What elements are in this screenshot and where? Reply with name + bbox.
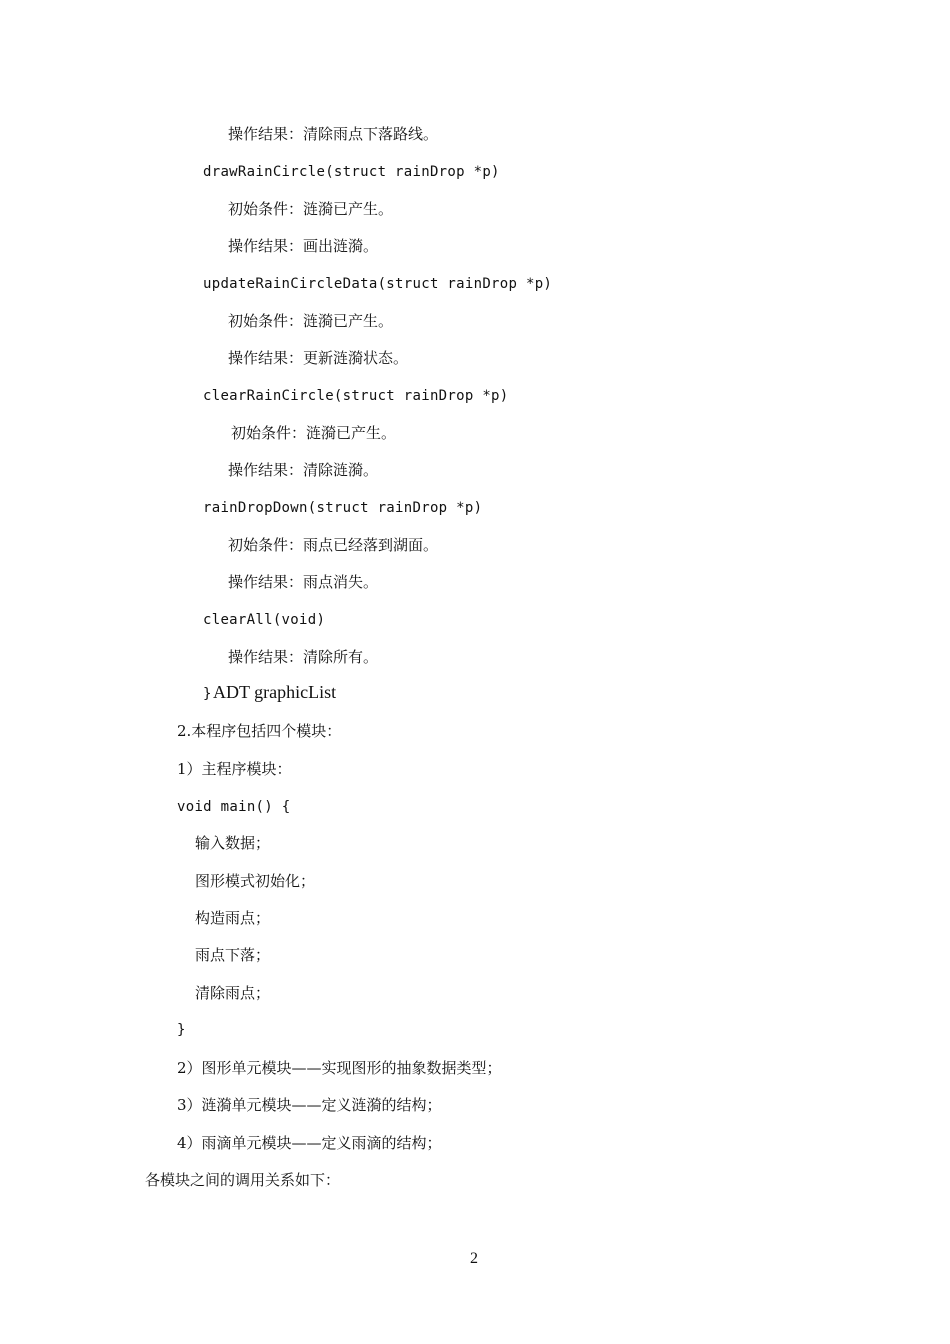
text-line: 1）主程序模块： [177,760,292,778]
code-line: void main() { [177,799,291,815]
text-line: 操作结果：清除涟漪。 [228,461,379,479]
text-line: 操作结果：更新涟漪状态。 [228,349,409,367]
text-line: 各模块之间的调用关系如下： [145,1171,341,1189]
text-line: 操作结果：画出涟漪。 [228,237,379,255]
closing-brace: } [177,1022,186,1038]
code-line: rainDropDown(struct rainDrop *p) [203,500,483,516]
page-number: 2 [470,1250,478,1267]
closing-brace: } [203,686,212,702]
text-line: 3）涟漪单元模块——定义涟漪的结构； [177,1096,442,1114]
adt-name: ADT graphicList [213,682,337,702]
code-line: clearRainCircle(struct rainDrop *p) [203,388,509,404]
text-line: 雨点下落； [195,946,271,964]
text-line: 输入数据； [195,834,271,852]
text-line: 初始条件：涟漪已产生。 [231,424,397,442]
text-line: 构造雨点； [195,909,271,927]
text-line: 2.本程序包括四个模块： [177,722,342,740]
text-line: 图形模式初始化； [195,872,316,890]
text-line: 初始条件：雨点已经落到湖面。 [228,536,439,554]
text-line: 操作结果：清除雨点下落路线。 [228,125,439,143]
text-line: 初始条件：涟漪已产生。 [228,200,394,218]
text-line: 4）雨滴单元模块——定义雨滴的结构； [177,1134,442,1152]
code-line: updateRainCircleData(struct rainDrop *p) [203,276,553,292]
text-line: 清除雨点； [195,984,271,1002]
code-line: drawRainCircle(struct rainDrop *p) [203,164,500,180]
text-line: 初始条件：涟漪已产生。 [228,312,394,330]
text-line: 2）图形单元模块——实现图形的抽象数据类型； [177,1059,502,1077]
text-line: 操作结果：雨点消失。 [228,573,379,591]
code-line: clearAll(void) [203,612,326,628]
text-line: 操作结果：清除所有。 [228,648,379,666]
